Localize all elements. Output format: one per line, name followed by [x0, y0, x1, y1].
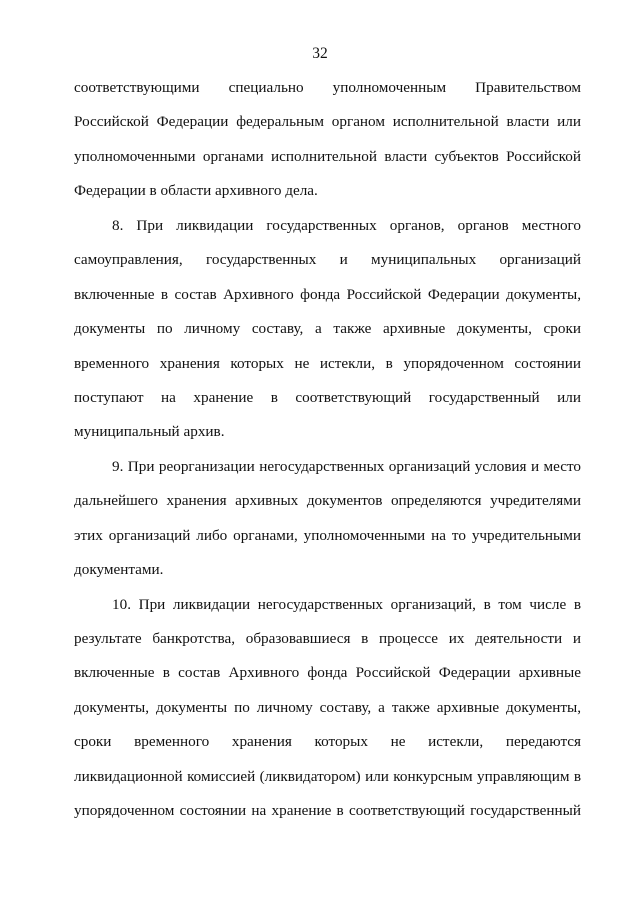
text-line: результате банкротства, образовавшиеся в процессе их деятельности и — [74, 630, 581, 647]
text-line: 10. При ликвидации негосударственных организаций, в том числе в — [112, 595, 581, 613]
text-line: включенные в состав Архивного фонда Российской Федерации документы, — [74, 285, 581, 303]
text-line: соответствующими специально уполномоченным Правительством — [74, 79, 581, 96]
text-line: самоуправления, государственных и муниципальных организаций — [74, 251, 581, 269]
text-line: поступают на хранение в соответствующий государственный или — [74, 388, 581, 406]
text-line: 9. При реорганизации негосударственных организаций условия и место — [112, 457, 581, 475]
text-line: муниципальный архив. — [74, 423, 225, 441]
text-line: 8. При ликвидации государственных органов, органов местного — [112, 216, 581, 234]
text-line: включенные в состав Архивного фонда Российской Федерации архивные — [74, 664, 581, 682]
text-line: Российской Федерации федеральным органом исполнительной власти или — [74, 113, 581, 131]
text-line: Федерации в области архивного дела. — [74, 182, 318, 200]
text-line: упорядоченном состоянии на хранение в соответствующий государственный — [74, 802, 581, 820]
text-line: уполномоченными органами исполнительной власти субъектов Российской — [74, 147, 581, 165]
text-line: документы, документы по личному составу, а также архивные документы, — [74, 698, 581, 716]
text-line: сроки временного хранения которых не истекли, передаются — [74, 733, 581, 751]
text-line: ликвидационной комиссией (ликвидатором) или конкурсным управляющим в — [74, 767, 581, 785]
text-line: документы по личному составу, а также архивные документы, сроки — [74, 320, 581, 338]
text-line: этих организаций либо органами, уполномоченными на то учредительными — [74, 526, 581, 544]
document-body — [74, 76, 581, 834]
page-number: 32 — [312, 45, 328, 62]
text-line: документами. — [74, 561, 164, 579]
text-line: дальнейшего хранения архивных документов определяются учредителями — [74, 492, 581, 510]
text-line: временного хранения которых не истекли, в упорядоченном состоянии — [74, 354, 581, 372]
